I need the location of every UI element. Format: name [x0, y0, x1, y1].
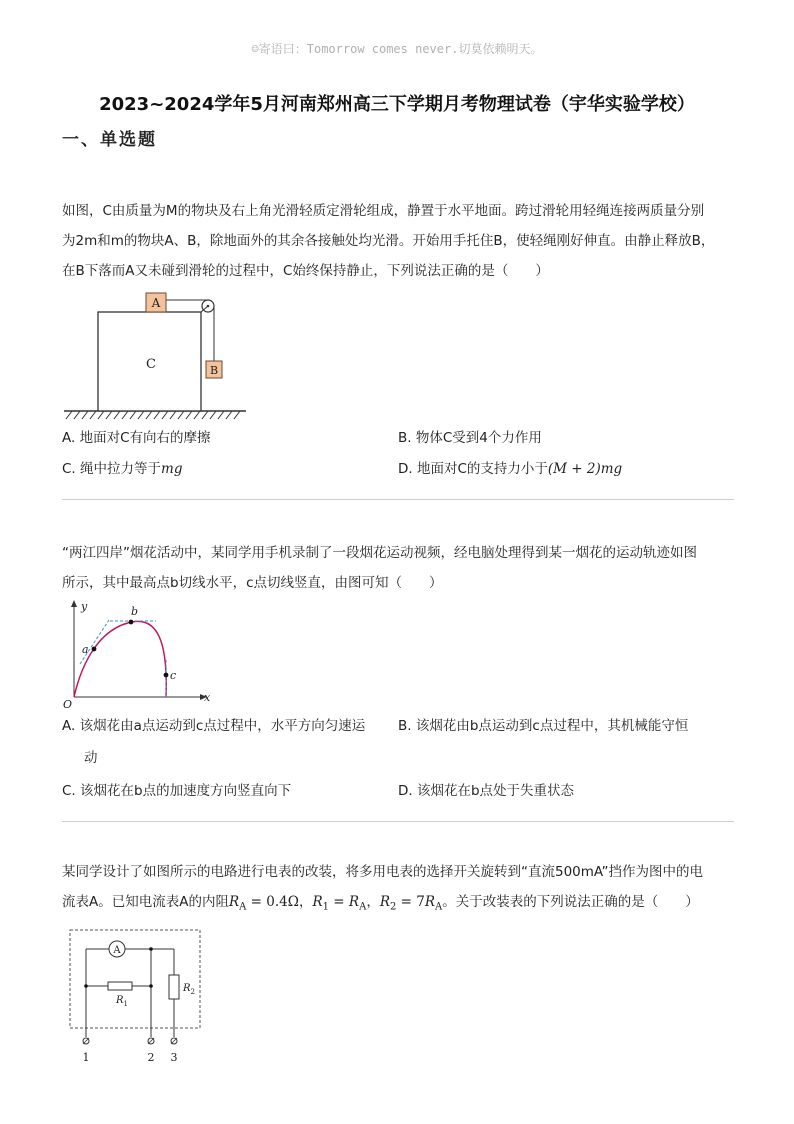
q3-line-2	[62, 887, 742, 923]
point-a-label: a	[82, 643, 89, 656]
resistor-r1	[108, 982, 132, 990]
x-axis-label: x	[204, 691, 211, 704]
terminal-1[interactable]	[83, 1038, 89, 1044]
q3-ra-symbol: R	[228, 894, 240, 910]
point-c-label: c	[170, 669, 177, 682]
q1-option-b[interactable]: B. 物体C受到4个力作用	[398, 430, 542, 446]
y-axis-arrow	[71, 600, 77, 607]
q1-line-1: 如图，C由质量为M的物块及右上角光滑轻质定滑轮组成，静置于水平地面。跨过滑轮用轻绳连接两质量分别	[62, 203, 705, 219]
junction-top	[149, 947, 153, 951]
junction-mid	[149, 984, 153, 988]
point-b	[129, 620, 134, 625]
terminal-2[interactable]	[148, 1038, 154, 1044]
q1-option-d-text: D. 地面对C的支持力小于	[398, 461, 548, 477]
point-b-label: b	[131, 605, 139, 618]
q3-r2-sub: 2	[389, 901, 397, 913]
q3-r1-eq-sub: A	[359, 901, 367, 913]
question-2-stem	[62, 538, 742, 598]
trajectory-curve	[74, 621, 166, 697]
q3-r2-eq-r: R	[424, 894, 436, 910]
q2-option-c[interactable]: C. 该烟花在b点的加速度方向竖直向下	[62, 783, 292, 799]
q3-r2-eq-sub: A	[435, 901, 443, 913]
resistor-r2	[169, 975, 179, 999]
block-a-label: A	[151, 296, 161, 310]
block-c-label: C	[146, 357, 156, 372]
q3-line-1: 某同学设计了如图所示的电路进行电表的改装，将多用电表的选择开关旋转到“直流500mA”挡作为图中的电	[62, 864, 703, 880]
tangent-at-a	[80, 620, 109, 664]
q3-line-2-text: 流表A。已知电流表A的内阻	[62, 894, 229, 910]
q2-line-2: 所示，其中最高点b切线水平，c点切线竖直，由图可知（ ）	[62, 575, 443, 591]
q3-r1-eq: =	[329, 894, 349, 910]
page-title: 2023~2024学年5月河南郑州高三下学期月考物理试卷（宇华实验学校）	[99, 94, 695, 115]
q3-r2-eq: = 7	[396, 894, 425, 910]
point-c	[164, 673, 169, 678]
dashed-boundary	[70, 930, 200, 1028]
watermark: ☺寄语曰：Tomorrow comes never.切莫依赖明天。	[251, 42, 543, 56]
q3-r1-eq-r: R	[348, 894, 360, 910]
junction-left	[84, 984, 88, 988]
q3-r2-symbol: R	[379, 894, 390, 910]
q1-line-3: 在B下落而A又未碰到滑轮的过程中，C始终保持静止，下列说法正确的是（ ）	[62, 263, 549, 279]
origin-label: O	[63, 698, 73, 710]
q2-option-b[interactable]: B. 该烟花由b点运动到c点过程中，其机械能守恒	[398, 718, 689, 734]
q2-line-1: “两江四岸”烟花活动中，某同学用手机录制了一段烟花运动视频，经电脑处理得到某一烟花的运动轨迹如图	[62, 545, 697, 561]
q3-figure-circuit	[62, 925, 207, 1067]
resistor-r1-label: $R_1$	[116, 995, 128, 1008]
q1-option-d-math: (M + 2)mg	[547, 461, 623, 477]
q1-line-2: 为2m和m的物块A、B，除地面外的其余各接触处均光滑。开始用手托住B，使轻绳刚好伸直。由静止释放B，	[62, 233, 715, 249]
question-3-stem	[62, 857, 742, 923]
terminal-1-label: 1	[82, 1051, 90, 1064]
divider-1	[62, 499, 734, 500]
q1-option-c[interactable]	[62, 459, 182, 479]
q2-option-a[interactable]	[62, 716, 365, 768]
q3-ra-sub: A	[239, 901, 247, 913]
q3-sep: ，	[366, 894, 380, 910]
ground-hatching	[66, 411, 240, 419]
terminal-3-label: 3	[170, 1051, 178, 1064]
q3-ra-value: = 0.4Ω，	[246, 894, 313, 910]
resistor-r2-label: $R_2$	[183, 983, 195, 996]
q2-option-d[interactable]: D. 该烟花在b点处于失重状态	[398, 783, 575, 799]
question-1-stem	[62, 196, 742, 286]
q3-r1-symbol: R	[312, 894, 323, 910]
ammeter-label: A	[113, 945, 121, 956]
q1-option-d[interactable]	[398, 459, 622, 479]
q1-figure-block-pulley	[62, 290, 252, 425]
q1-option-a[interactable]: A. 地面对C有向右的摩擦	[62, 430, 211, 446]
q3-line-2-end: 。关于改装表的下列说法正确的是（ ）	[442, 894, 699, 910]
terminal-3[interactable]	[171, 1038, 177, 1044]
q2-option-a-line-1: A. 该烟花由a点运动到c点过程中，水平方向匀速运	[62, 718, 366, 734]
q2-figure-trajectory	[60, 598, 220, 710]
q3-r1-sub: 1	[322, 901, 329, 913]
section-heading: 一、单选题	[62, 130, 157, 150]
q2-option-a-line-2: 动	[84, 750, 98, 766]
q1-option-c-math: mg	[161, 461, 183, 477]
divider-2	[62, 821, 734, 822]
y-axis-label: y	[81, 600, 88, 613]
block-b-label: B	[209, 364, 219, 377]
q1-option-c-text: C. 绳中拉力等于	[62, 461, 162, 477]
point-a	[92, 647, 97, 652]
terminal-2-label: 2	[147, 1051, 155, 1064]
